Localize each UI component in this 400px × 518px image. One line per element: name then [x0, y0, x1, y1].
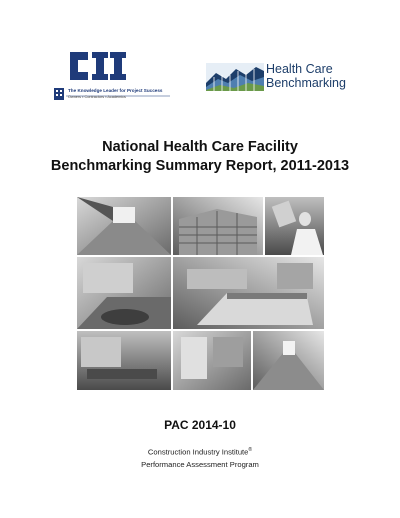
photo-waiting-area: [77, 331, 171, 390]
photo-corridor: [253, 331, 324, 390]
publisher-name: Construction Industry Institute: [147, 447, 249, 457]
hcb-wordmark: [266, 62, 366, 90]
photo-hallway: [77, 197, 171, 255]
photo-lobby: [77, 257, 171, 329]
hcb-logo-mark: [206, 63, 264, 91]
registered-mark: ®: [248, 447, 253, 453]
report-title-line1: National Health Care Facility: [102, 139, 298, 155]
building-icon: [54, 88, 64, 100]
hcb-line1: Health Care: [266, 62, 333, 76]
photo-collage: [77, 197, 324, 390]
photo-atrium: [173, 331, 251, 390]
photo-doctor-xray: [265, 197, 324, 255]
photo-hospital-bed: [173, 257, 324, 329]
cii-subtagline: Owners • Contractors • Academics: [68, 95, 126, 99]
report-title-line2: Benchmarking Summary Report, 2011-2013: [50, 158, 350, 174]
publisher-line1: [0, 444, 400, 459]
publisher-line2: Performance Assessment Program: [141, 459, 259, 469]
publisher-block: [0, 444, 400, 471]
hcb-line2: Benchmarking: [266, 76, 346, 90]
report-number: PAC 2014-10: [164, 418, 236, 432]
photo-building-exterior: [173, 197, 263, 255]
cii-tagline: The Knowledge Leader for Project Success: [68, 88, 163, 93]
report-title: [0, 138, 400, 176]
